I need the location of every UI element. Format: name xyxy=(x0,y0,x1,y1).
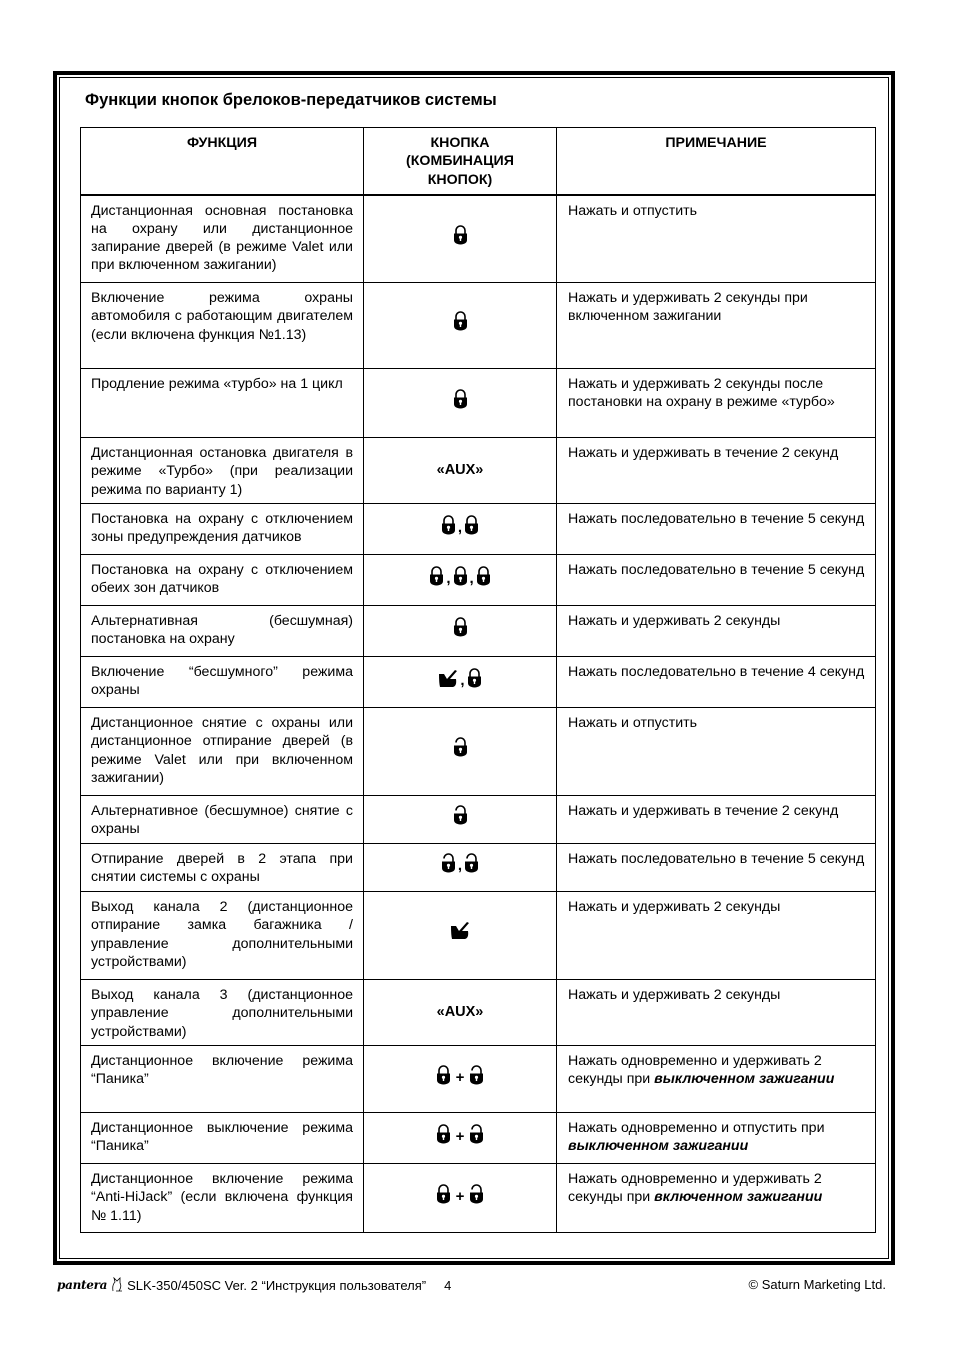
table-row xyxy=(81,283,876,369)
note-cell: Нажать и удерживать 2 секунды после постановки на охрану в режиме «турбо» xyxy=(557,369,876,438)
comma-separator: , xyxy=(469,569,474,587)
button-combination xyxy=(436,1064,485,1085)
button-combination xyxy=(453,736,468,757)
table-row xyxy=(81,980,876,1046)
note-cell: Нажать и отпустить xyxy=(557,708,876,796)
button-cell xyxy=(364,438,557,504)
lock-open-icon xyxy=(469,1064,484,1085)
aux-button-label: «AUX» xyxy=(436,1004,484,1021)
lock-open-icon xyxy=(441,852,456,873)
plus-separator: + xyxy=(455,1068,465,1086)
note-text: Нажать одновременно и удерживать 2 секунды при xyxy=(568,1053,822,1088)
table-row xyxy=(81,844,876,892)
function-cell: Дистанционное выключение режима “Паника” xyxy=(81,1113,364,1164)
table-row xyxy=(81,708,876,796)
table-row xyxy=(81,606,876,657)
function-cell: Включение “бесшумного” режима охраны xyxy=(81,657,364,708)
button-cell xyxy=(364,844,557,892)
note-cell: Нажать и удерживать в течение 2 секунд xyxy=(557,438,876,504)
button-combination xyxy=(436,1123,485,1144)
button-cell xyxy=(364,796,557,844)
table-row xyxy=(81,438,876,504)
lock-closed-icon xyxy=(476,565,491,586)
function-cell: Отпирание дверей в 2 этапа при снятии системы с охраны xyxy=(81,844,364,892)
table-row xyxy=(81,369,876,438)
button-cell xyxy=(364,657,557,708)
button-combination xyxy=(438,667,481,688)
comma-separator: , xyxy=(460,671,465,689)
trunk-icon xyxy=(438,669,458,688)
note-cell xyxy=(557,1046,876,1113)
lock-closed-icon xyxy=(467,667,482,688)
pantera-logo: pantera xyxy=(57,1278,108,1292)
button-cell xyxy=(364,1113,557,1164)
button-combination xyxy=(453,310,468,331)
lock-closed-icon xyxy=(429,565,444,586)
lock-closed-icon xyxy=(436,1064,451,1085)
page-title: Функции кнопок брелоков-передатчиков системы xyxy=(85,91,497,109)
button-combination xyxy=(453,388,468,409)
function-cell: Выход канала 3 (дистанционное управление дополнительными устройствами) xyxy=(81,980,364,1046)
table-row xyxy=(81,555,876,606)
table-row xyxy=(81,796,876,844)
function-cell: Дистанционное включение режима “Паника” xyxy=(81,1046,364,1113)
note-emphasis: включенном зажигании xyxy=(654,1189,823,1206)
header-note: ПРИМЕЧАНИЕ xyxy=(557,128,876,195)
document-name: SLK-350/450SC Ver. 2 “Инструкция пользователя” xyxy=(127,1277,427,1293)
button-combination xyxy=(429,565,490,586)
plus-separator: + xyxy=(455,1187,465,1205)
lock-closed-icon xyxy=(453,565,468,586)
function-cell: Выход канала 2 (дистанционное отпирание замка багажника / управление дополнительными устройствами) xyxy=(81,892,364,980)
table-row xyxy=(81,1046,876,1113)
button-combination xyxy=(453,804,468,825)
lock-closed-icon xyxy=(453,310,468,331)
footer-left xyxy=(57,1277,451,1293)
button-cell xyxy=(364,369,557,438)
table-row xyxy=(81,657,876,708)
button-combination xyxy=(441,514,479,535)
lock-open-icon xyxy=(469,1123,484,1144)
note-cell: Нажать и удерживать 2 секунды xyxy=(557,606,876,657)
function-cell: Дистанционная основная постановка на охрану или дистанционное запирание дверей (в режиме Valet или при включенном зажигании) xyxy=(81,195,364,283)
copyright: © Saturn Marketing Ltd. xyxy=(748,1277,886,1292)
comma-separator: , xyxy=(457,857,463,875)
trunk-icon xyxy=(450,921,470,940)
function-cell: Дистанционное включение режима “Anti-HiJack” (если включена функция № 1.11) xyxy=(81,1164,364,1233)
function-cell: Включение режима охраны автомобиля с работающим двигателем (если включена функция №1.13) xyxy=(81,283,364,369)
function-cell: Постановка на охрану с отключением зоны предупреждения датчиков xyxy=(81,504,364,555)
note-cell: Нажать и удерживать в течение 2 секунд xyxy=(557,796,876,844)
button-cell xyxy=(364,283,557,369)
button-combination xyxy=(450,921,470,940)
comma-separator: , xyxy=(457,518,463,536)
note-cell: Нажать и удерживать 2 секунды xyxy=(557,892,876,980)
note-cell: Нажать последовательно в течение 5 секунд xyxy=(557,555,876,606)
note-cell: Нажать и удерживать 2 секунды при включенном зажигании xyxy=(557,283,876,369)
button-functions-table xyxy=(80,127,876,1233)
aux-button-label: «AUX» xyxy=(436,462,484,479)
table-row xyxy=(81,195,876,283)
note-emphasis: выключенном зажигании xyxy=(654,1071,835,1088)
button-cell xyxy=(364,504,557,555)
page-number: 4 xyxy=(444,1277,452,1293)
note-text: Нажать одновременно и удерживать 2 секунды при xyxy=(568,1171,822,1206)
function-cell: Дистанционное снятие с охраны или дистанционное отпирание дверей (в режиме Valet или при включенном зажигании) xyxy=(81,708,364,796)
button-combination xyxy=(441,852,479,873)
button-cell xyxy=(364,1164,557,1233)
table-header-row xyxy=(81,128,876,195)
lock-closed-icon xyxy=(436,1183,451,1204)
lock-open-icon xyxy=(469,1183,484,1204)
note-cell: Нажать последовательно в течение 4 секунд xyxy=(557,657,876,708)
button-cell xyxy=(364,980,557,1046)
lock-open-icon xyxy=(453,736,468,757)
button-cell xyxy=(364,555,557,606)
note-cell xyxy=(557,1164,876,1233)
table-row xyxy=(81,892,876,980)
cat-logo-icon xyxy=(111,1277,123,1293)
button-combination xyxy=(453,616,468,637)
button-cell xyxy=(364,1046,557,1113)
lock-open-icon xyxy=(464,852,479,873)
note-cell: Нажать и удерживать 2 секунды xyxy=(557,980,876,1046)
comma-separator: , xyxy=(446,569,451,587)
plus-separator: + xyxy=(455,1127,465,1145)
function-cell: Продление режима «турбо» на 1 цикл xyxy=(81,369,364,438)
table-row xyxy=(81,1164,876,1233)
button-cell xyxy=(364,195,557,283)
button-cell xyxy=(364,892,557,980)
lock-closed-icon xyxy=(453,616,468,637)
header-button: КНОПКА (КОМБИНАЦИЯ КНОПОК) xyxy=(364,128,557,195)
lock-closed-icon xyxy=(441,514,456,535)
function-cell: Альтернативное (бесшумное) снятие с охраны xyxy=(81,796,364,844)
lock-open-icon xyxy=(453,804,468,825)
button-combination xyxy=(453,224,468,245)
button-combination xyxy=(436,1183,485,1204)
function-cell: Альтернативная (бесшумная) постановка на охрану xyxy=(81,606,364,657)
button-cell xyxy=(364,708,557,796)
lock-closed-icon xyxy=(436,1123,451,1144)
function-cell: Постановка на охрану с отключением обеих зон датчиков xyxy=(81,555,364,606)
table-row xyxy=(81,1113,876,1164)
note-cell: Нажать и отпустить xyxy=(557,195,876,283)
note-text: Нажать одновременно и отпустить при xyxy=(568,1120,825,1136)
table-row xyxy=(81,504,876,555)
note-emphasis: выключенном зажигании xyxy=(568,1138,749,1155)
function-cell: Дистанционная остановка двигателя в режиме «Турбо» (при реализации режима по варианту 1) xyxy=(81,438,364,504)
note-cell: Нажать последовательно в течение 5 секунд xyxy=(557,504,876,555)
lock-closed-icon xyxy=(453,388,468,409)
header-function: ФУНКЦИЯ xyxy=(81,128,364,195)
button-cell xyxy=(364,606,557,657)
lock-closed-icon xyxy=(464,514,479,535)
note-cell: Нажать последовательно в течение 5 секунд xyxy=(557,844,876,892)
lock-closed-icon xyxy=(453,224,468,245)
note-cell xyxy=(557,1113,876,1164)
